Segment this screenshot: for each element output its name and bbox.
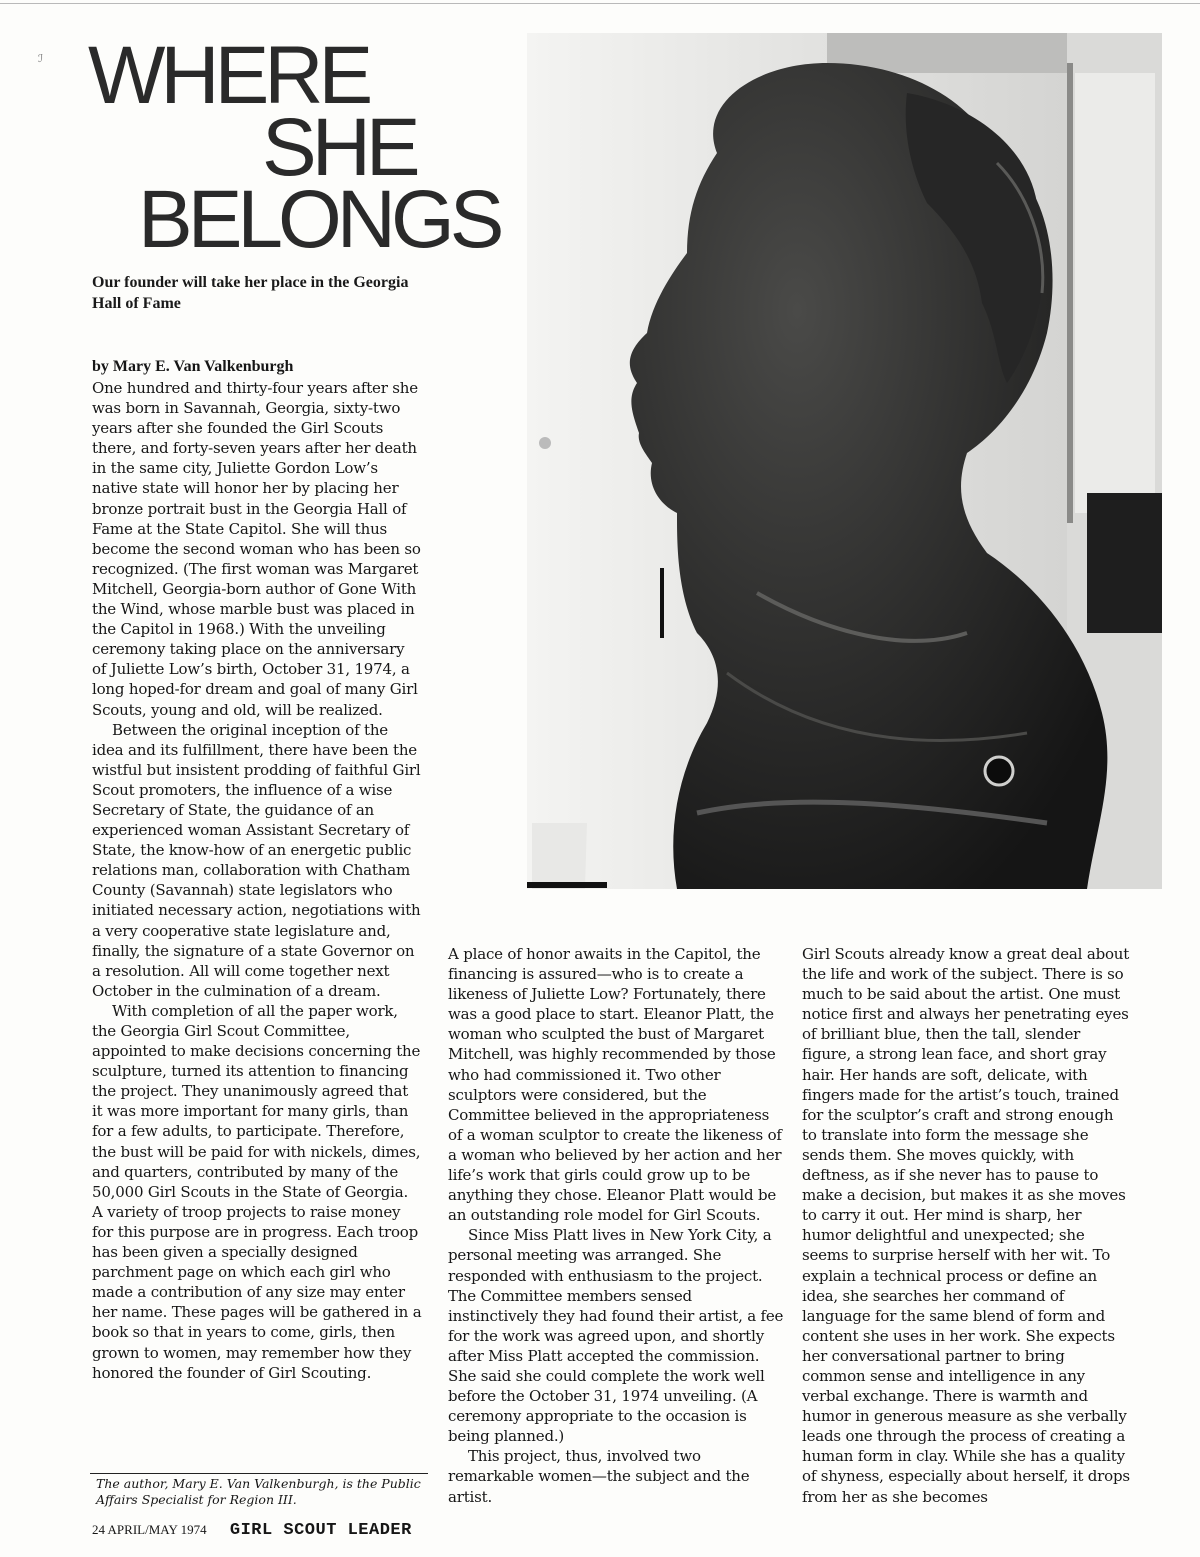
paragraph: Between the original inception of the idea and its fulfillment, there have been the wistful but insistent prodding of faithful Girl Scout promoters, the influence of a wise Secretary of State, the guidance of an experienced woman Assistant Secretary of State, the know-how of an energetic public relations man, collaboration with Chatham County (Savannah) state legislators who initiated necessary action, negotiations with a very cooperative state legislature and, finally, the signature of a state Governor on a resolution. All will come together next October in the culmination of a dream. [92, 720, 421, 1000]
paragraph: One hundred and thirty-four years after she was born in Savannah, Georgia, sixty-two years after she founded the Girl Scouts there, and forty-seven years after her death in the same city, Juliette Gordon Low’s native state will honor her by placing her bronze portrait bust in the Georgia Hall of Fame at the State Capitol. She will thus become the second woman who has been so recognized. (The first woman was Margaret Mitchell, Georgia-born author of Gone With the Wind, whose marble bust was placed in the Capitol in 1968.) With the unveiling ceremony taking place on the anniversary of Juliette Low’s birth, October 31, 1974, a long hoped-for dream and goal of many Girl Scouts, young and old, will be realized. [92, 379, 421, 719]
paragraph: With completion of all the paper work, the Georgia Girl Scout Committee, appointed to make decisions concerning the sculpture, turned its attention to financing the project. They unanimously agreed that it was more important for many girls, than for a few adults, to participate. Therefore, the bust will be paid for with nickels, dimes, and quarters, contributed by many of the 50,000 Girl Scouts in the State of Georgia. A variety of troop projects to raise money for this purpose are in progress. Each troop has been given a specially designed parchment page on which each girl who made a contribution of any size may enter her name. These pages will be gathered in a book so that in years to come, girls, then grown to women, may remember how they honored the founder of Girl Scouting. [92, 1001, 422, 1382]
headline-line-1: WHERE [88, 30, 369, 121]
paragraph: This project, thus, involved two remarkable women—the subject and the artist. [448, 1447, 750, 1506]
article-column-3 [802, 944, 1132, 1507]
headline-line-2: SHE [262, 102, 416, 193]
page-edge-line [0, 3, 1200, 4]
bust-photograph [527, 33, 1162, 889]
article-column-1 [92, 378, 422, 1383]
paragraph: Girl Scouts already know a great deal about the life and work of the subject. There is so much to be said about the artist. One must notice first and always her penetrating eyes of brilliant blue, then the tall, slender figure, a strong lean face, and short gray hair. Her hands are soft, delicate, with fingers made for the artist’s touch, trained for the sculptor’s craft and strong enough to translate into form the message she sends them. She moves quickly, with deftness, as if she never has to pause to make a decision, but makes it as she moves to carry it out. Her mind is sharp, her humor delightful and unexpected; she seems to surprise herself with her wit. To explain a technical process or define an idea, she searches her command of language for the same blend of form and content she uses in her work. She expects her conversational partner to bring common sense and intelligence in any verbal exchange. There is warmth and humor in generous measure as she verbally leads one through the process of creating a human form in clay. While she has a quality of shyness, especially about herself, it drops from her as she becomes [802, 945, 1130, 1506]
paragraph: Since Miss Platt lives in New York City, a personal meeting was arranged. She responded with enthusiasm to the project. The Committee members sensed instinctively they had found their artist, a fee for the work was agreed upon, and shortly after Miss Platt accepted the commission. She said she could complete the work well before the October 31, 1974 unveiling. (A ceremony appropriate to the occasion is being planned.) [448, 1226, 784, 1446]
publication-name: GIRL SCOUT LEADER [229, 1521, 412, 1540]
article-column-2 [448, 944, 784, 1507]
page-footer [92, 1521, 412, 1540]
author-note-rule [90, 1473, 428, 1474]
author-note: The author, Mary E. Van Valkenburgh, is the Public Affairs Specialist for Region III. [96, 1476, 421, 1507]
headline-line-3: BELONGS [138, 174, 500, 265]
page-issue: 24 APRIL/MAY 1974 [92, 1522, 207, 1537]
margin-pencil-mark: ℐ [38, 52, 44, 65]
subtitle: Our founder will take her place in the Georgia Hall of Fame [92, 274, 409, 312]
paragraph: A place of honor awaits in the Capitol, the financing is assured—who is to create a likeness of Juliette Low? Fortunately, there was a good place to start. Eleanor Platt, the woman who sculpted the bust of Margaret Mitchell, was highly recommended by those who had commissioned it. Two other sculptors were considered, but the Committee believed in the appropriateness of a woman sculptor to create the likeness of a woman who believed by her action and her life’s work that girls could grow up to be anything they chose. Eleanor Platt would be an outstanding role model for Girl Scouts. [448, 945, 782, 1225]
byline: by Mary E. Van Valkenburgh [92, 358, 294, 375]
